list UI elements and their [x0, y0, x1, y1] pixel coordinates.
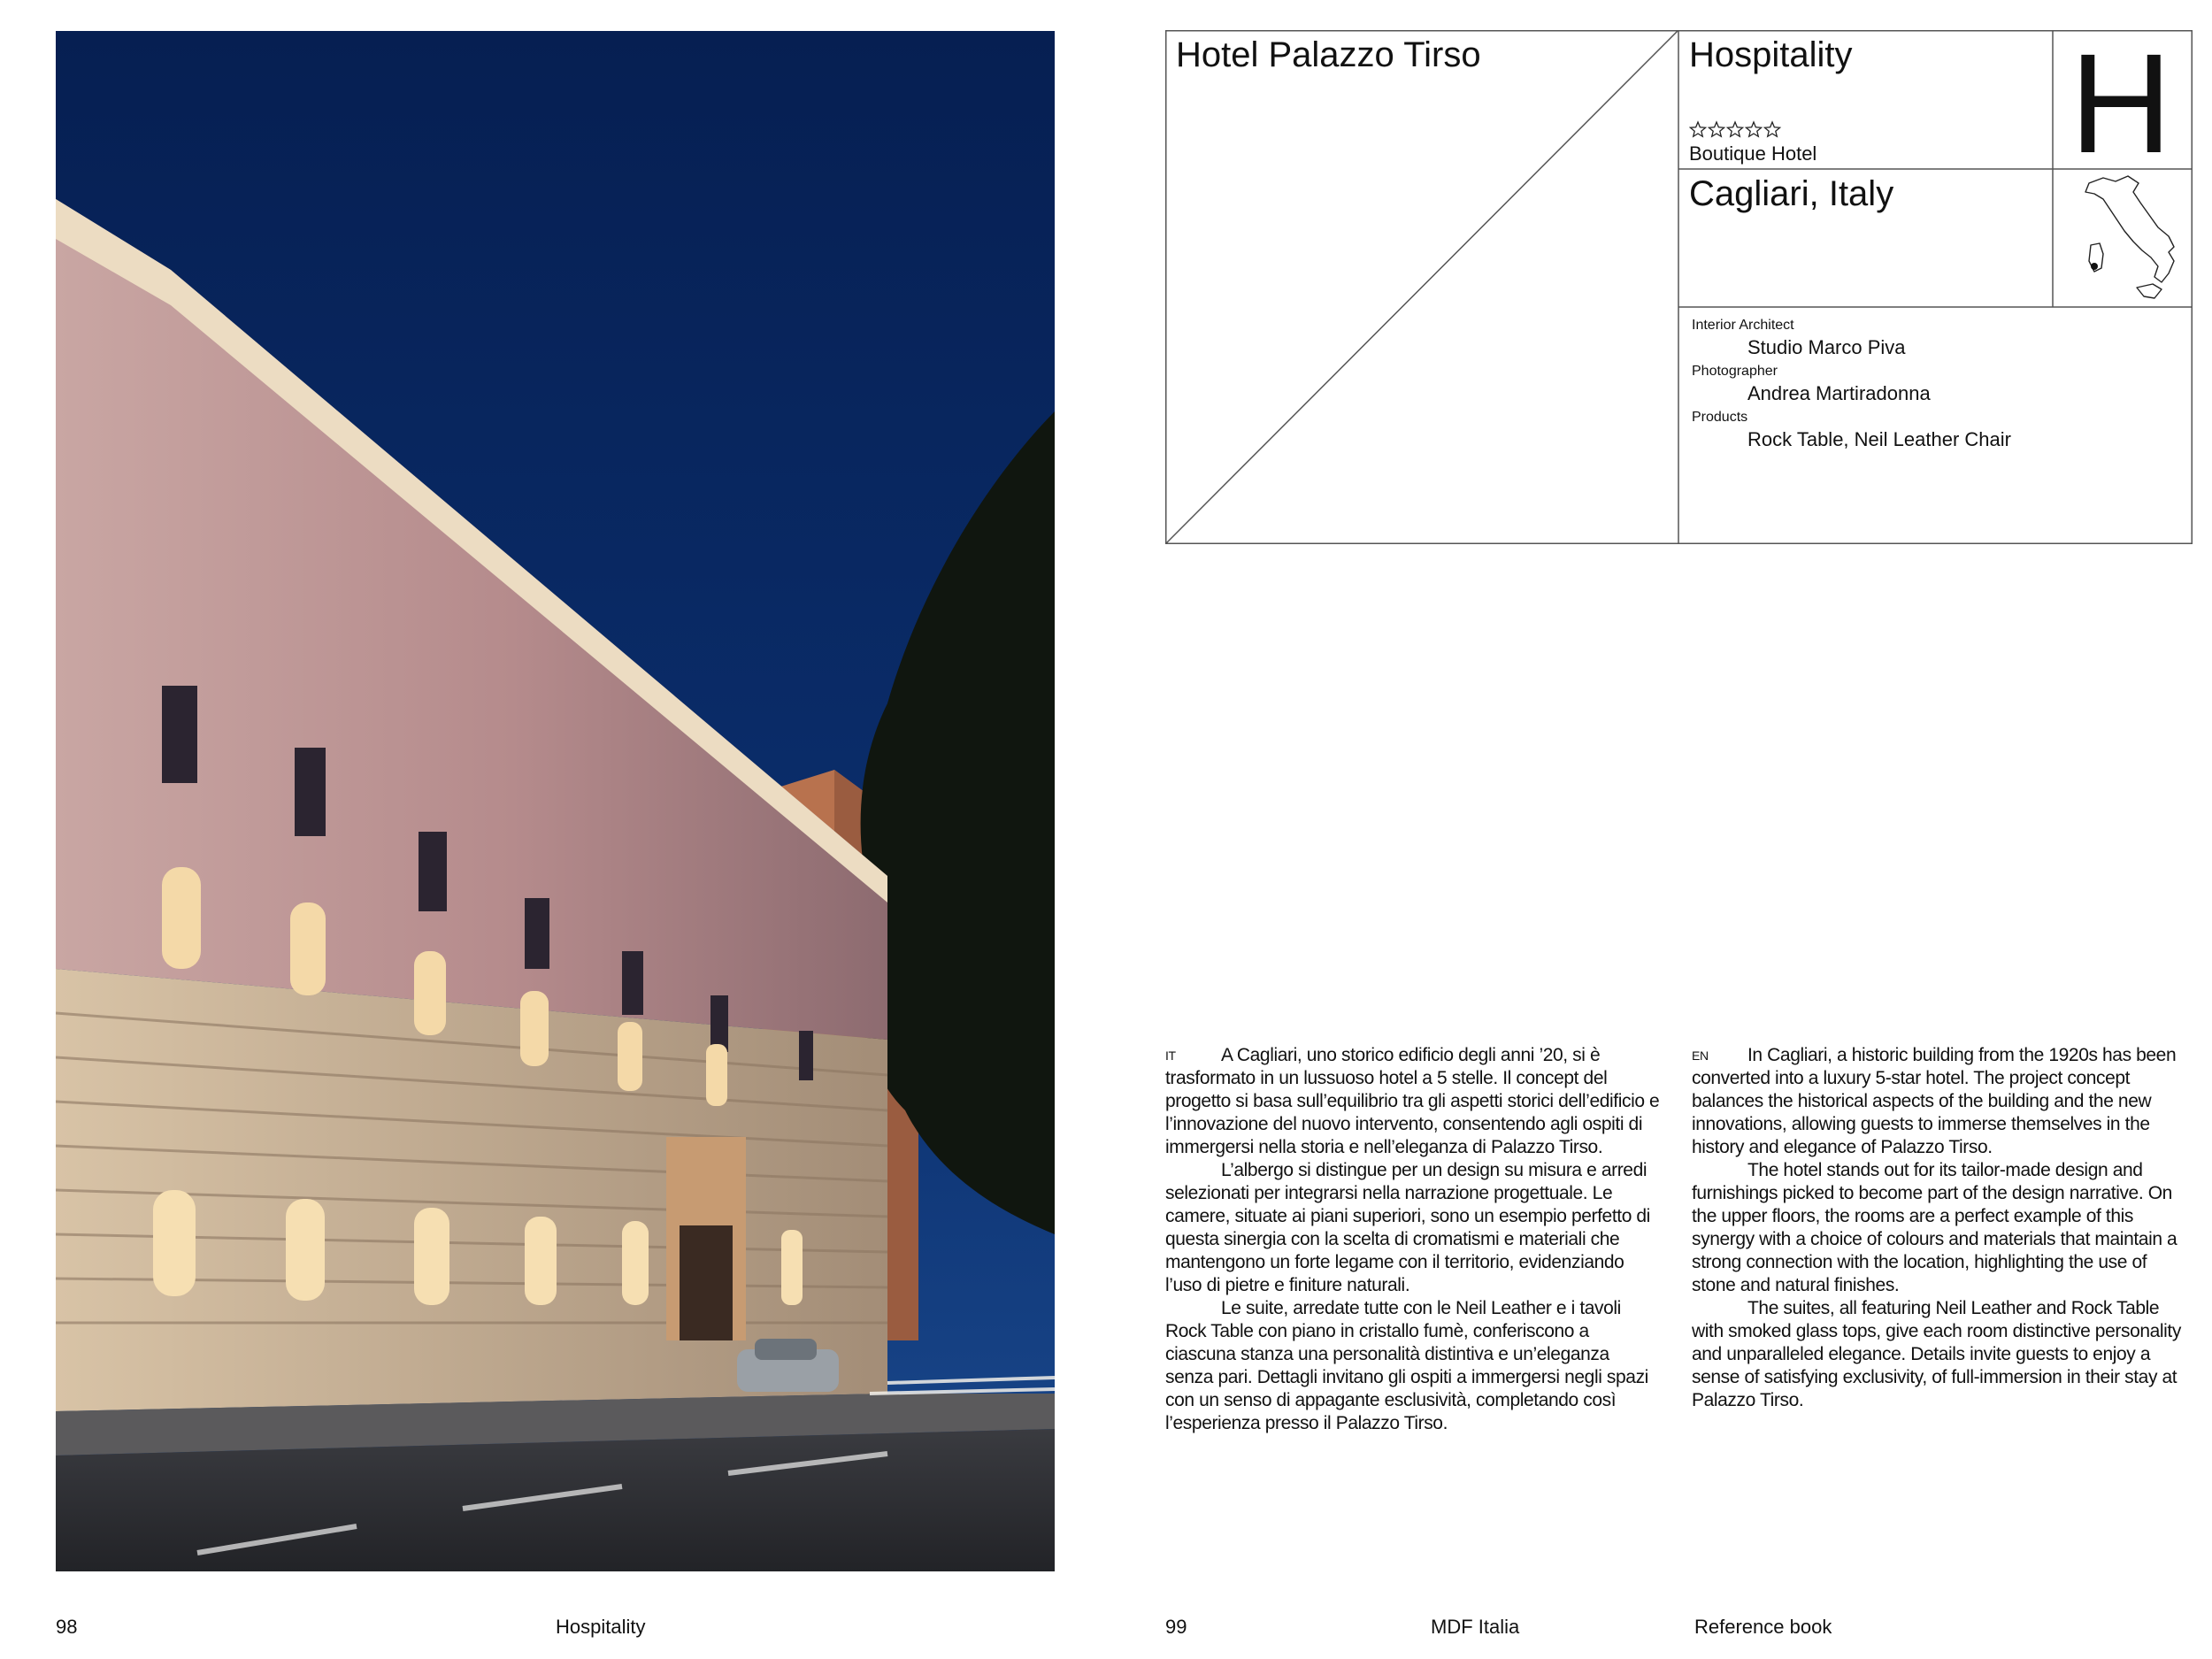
location-marker-icon — [2091, 263, 2098, 270]
rating-stars — [1689, 119, 1786, 141]
credit-interior-architect — [1692, 317, 2011, 361]
credit-role: Products — [1692, 410, 1748, 425]
credit-role: Interior Architect — [1692, 318, 1794, 333]
body-paragraph: Le suite, arredate tutte con le Neil Leather e i tavoli Rock Table con piano in cristallo fumè, conferiscono a ciascuna stanza una personalità distintiva e un’eleganza senza pari. Dettagli invitano gli ospiti a immergersi negli spazi con un senso di appagante esclusività, completando così l’esperienza presso il Palazzo Tirso. — [1165, 1298, 1648, 1433]
left-section-name: Hospitality — [556, 1616, 646, 1638]
english-text-column — [1692, 1044, 2187, 1412]
body-paragraph: The hotel stands out for its tailor-made design and furnishings picked to become part of the design narrative. On the upper floors, the rooms are a perfect example of this synergy with a choice of colours and materials that maintain a strong connection with the location, highlighting the use of stone and natural finishes. — [1692, 1160, 2177, 1295]
project-info-card — [1165, 24, 2193, 544]
italian-text-column — [1165, 1044, 1661, 1435]
star-icon — [1690, 122, 1705, 136]
star-icon — [1746, 122, 1761, 136]
language-tag: IT — [1165, 1048, 1176, 1063]
body-paragraph: L’albergo si distingue per un design su misura e arredi selezionati per integrarsi nella narrazione progettuale. Le camere, situate ai piani superiori, sono un esempio perfetto di questa sinergia con la scelta di cromatismi e materiali che mantengono un forte legame con il territorio, evidenziando l’uso di pietre e finiture naturali. — [1165, 1160, 1650, 1295]
star-icon — [1764, 122, 1779, 136]
credit-name: Studio Marco Piva — [1747, 336, 1906, 358]
left-page-number: 98 — [56, 1616, 78, 1638]
hotel-facade-photo — [56, 31, 1055, 1571]
credit-name: Andrea Martiradonna — [1747, 382, 1931, 404]
credit-photographer — [1692, 363, 2011, 407]
project-title: Hotel Palazzo Tirso — [1176, 35, 1481, 74]
project-location: Cagliari, Italy — [1689, 174, 1894, 213]
body-paragraph: The suites, all featuring Neil Leather and Rock Table with smoked glass tops, give each room distinctive personality and unparalleled elegance. Details invite guests to enjoy a sense of satisfying exclusivity, of full-immersion in their stay at Palazzo Tirso. — [1692, 1298, 2181, 1410]
project-category: Hospitality — [1689, 35, 1853, 74]
language-tag: EN — [1692, 1048, 1709, 1063]
category-letter: H — [2070, 24, 2172, 182]
hotel-type: Boutique Hotel — [1689, 142, 1817, 165]
publication-name: Reference book — [1694, 1616, 1832, 1638]
credit-name: Rock Table, Neil Leather Chair — [1747, 428, 2011, 450]
italy-map-icon — [2070, 173, 2186, 305]
credit-products — [1692, 409, 2011, 453]
credit-role: Photographer — [1692, 364, 1778, 379]
card-grid-lines — [1165, 24, 2193, 544]
credits-list — [1692, 317, 2011, 455]
right-page-number: 99 — [1165, 1616, 1187, 1638]
body-paragraph: EN In Cagliari, a historic building from the 1920s has been converted into a luxury 5-star hotel. The project concept balances the historical aspects of the building and the new innovations, allowing guests to immerse themselves in the history and elegance of Palazzo Tirso. — [1692, 1045, 2177, 1157]
body-paragraph: IT A Cagliari, uno storico edificio degli anni ’20, si è trasformato in un lussuoso hotel a 5 stelle. Il concept del progetto si basa sull’equilibrio tra gli aspetti storici dell’edificio e l’innovazione del nuovo intervento, consentendo agli ospiti di immergersi nella storia e nell’eleganza di Palazzo Tirso. — [1165, 1045, 1660, 1157]
star-icon — [1727, 122, 1742, 136]
brand-name: MDF Italia — [1431, 1616, 1520, 1638]
star-icon — [1709, 122, 1724, 136]
